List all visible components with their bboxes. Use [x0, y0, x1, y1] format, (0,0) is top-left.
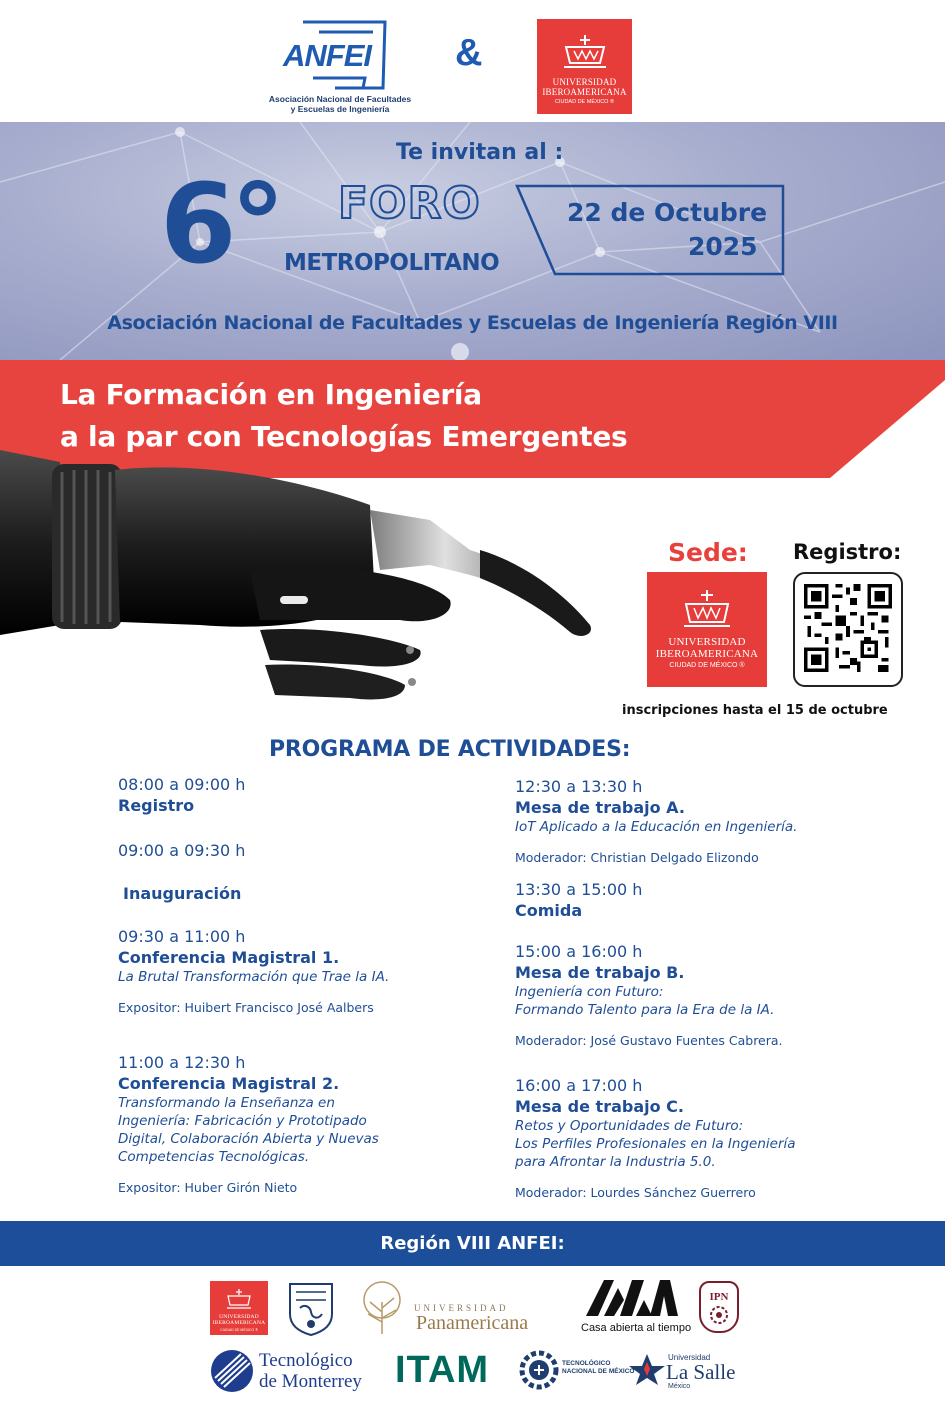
anfei-fullname	[255, 94, 425, 114]
item-title: Registro	[118, 796, 195, 815]
qr-code-icon	[804, 584, 892, 672]
registration-label: Registro:	[793, 540, 902, 564]
item-speaker: Expositor: Huber Girón Nieto	[118, 1180, 298, 1195]
tecnm-logo-text	[562, 1360, 634, 1376]
ibero-name-line1: UNIVERSIDAD	[219, 1314, 259, 1320]
foro-title: FORO	[338, 178, 481, 229]
item-subtitle: Competencias Tecnológicas.	[118, 1149, 310, 1165]
lasalle-star-icon	[628, 1352, 666, 1386]
panamericana-top: UNIVERSIDAD	[414, 1303, 509, 1313]
topic-line2: a la par con Tecnologías Emergentes	[60, 420, 628, 453]
association-name: Asociación Nacional de Facultades y Escuelas de Ingeniería Región VIII	[107, 312, 838, 334]
item-time: 09:30 a 11:00 h	[118, 927, 246, 946]
item-time: 08:00 a 09:00 h	[118, 775, 246, 794]
panamericana-name: Panamericana	[416, 1312, 529, 1334]
hero-banner	[0, 122, 945, 360]
ibero-crest-icon	[560, 33, 610, 73]
tecnm-line1: TECNOLÓGICO	[562, 1360, 611, 1367]
item-subtitle: IoT Aplicado a la Educación en Ingeniería.	[515, 819, 798, 835]
item-subtitle: para Afrontar la Industria 5.0.	[515, 1154, 716, 1170]
metropolitano-title: METROPOLITANO	[284, 250, 500, 276]
anfei-fullname-line2: y Escuelas de Ingeniería	[290, 104, 390, 114]
program-item	[515, 942, 783, 1049]
program-item	[515, 1076, 796, 1201]
item-title: Conferencia Magistral 2.	[118, 1074, 340, 1093]
tec-line1: Tecnológico	[259, 1350, 353, 1371]
lasalle-top: Universidad	[668, 1353, 711, 1362]
registration-deadline: inscripciones hasta el 15 de octubre	[622, 703, 888, 718]
program-item	[118, 1053, 379, 1196]
ipn-label: IPN	[709, 1291, 729, 1303]
event-date: 22 de Octubre	[567, 198, 768, 227]
item-subtitle: Formando Talento para la Era de la IA.	[515, 1002, 775, 1018]
event-year: 2025	[688, 232, 758, 261]
ibero-name-line2: IBEROAMERICANA	[655, 648, 759, 660]
lasalle-name: La Salle	[666, 1360, 736, 1384]
item-subtitle: Ingeniería: Fabricación y Prototipado	[118, 1113, 367, 1129]
anfei-wordmark: ANFEI	[283, 38, 371, 73]
item-title: Conferencia Magistral 1.	[118, 948, 340, 967]
region-label: Región VIII ANFEI:	[380, 1233, 565, 1254]
item-title: Mesa de trabajo A.	[515, 798, 685, 817]
item-subtitle: Los Perfiles Profesionales en la Ingeniería	[515, 1136, 796, 1152]
item-title: Mesa de trabajo B.	[515, 963, 685, 982]
item-time: 13:30 a 15:00 h	[515, 880, 643, 899]
item-time: 09:00 a 09:30 h	[118, 841, 246, 860]
item-subtitle: Digital, Colaboración Abierta y Nuevas	[118, 1131, 379, 1147]
unam-shield-icon	[286, 1280, 336, 1336]
item-subtitle: Ingeniería con Futuro:	[515, 984, 664, 1000]
program-item	[515, 777, 797, 866]
item-subtitle: Transformando la Enseñanza en	[118, 1095, 335, 1111]
topic-line1: La Formación en Ingeniería	[60, 378, 482, 411]
ibero-name-line2: IBEROAMERICANA	[542, 87, 627, 97]
program-title: PROGRAMA DE ACTIVIDADES:	[269, 737, 631, 762]
ipn-logo	[699, 1281, 739, 1333]
ampersand: &	[455, 32, 483, 74]
lasalle-country: México	[668, 1383, 691, 1390]
item-speaker: Expositor: Huibert Francisco José Aalbers	[118, 1000, 374, 1015]
item-time: 11:00 a 12:30 h	[118, 1053, 246, 1072]
item-moderator: Moderador: Lourdes Sánchez Guerrero	[515, 1185, 756, 1200]
item-title: Mesa de trabajo C.	[515, 1097, 684, 1116]
venue-ibero-logo	[647, 572, 767, 687]
uam-tagline: Casa abierta al tiempo	[581, 1322, 692, 1334]
tec-globe-icon	[210, 1349, 254, 1393]
item-time: 16:00 a 17:00 h	[515, 1076, 643, 1095]
item-title: Comida	[515, 901, 583, 920]
item-moderator: Moderador: José Gustavo Fuentes Cabrera.	[515, 1033, 783, 1048]
item-time: 15:00 a 16:00 h	[515, 942, 643, 961]
registration-qr-code[interactable]	[793, 572, 903, 687]
ibero-crest-icon	[679, 588, 735, 632]
footer-ibero-logo	[210, 1281, 268, 1335]
item-subtitle: Retos y Oportunidades de Futuro:	[515, 1118, 744, 1134]
invite-text: Te invitan al :	[396, 140, 564, 165]
robotic-hand-illustration	[0, 450, 620, 740]
ibero-name-line1: UNIVERSIDAD	[668, 636, 746, 648]
program-item	[118, 927, 389, 1016]
ibero-logo	[537, 19, 632, 114]
ibero-name-line1: UNIVERSIDAD	[552, 77, 617, 87]
ibero-city: CIUDAD DE MÉXICO ®	[220, 1328, 258, 1332]
tecnm-line2: NACIONAL DE MÉXICO	[562, 1368, 635, 1375]
item-subtitle: La Brutal Transformación que Trae la IA.	[118, 969, 390, 985]
tec-line2: de Monterrey	[259, 1371, 362, 1392]
tec-monterrey-logo	[259, 1350, 362, 1392]
ibero-city: CIUDAD DE MÉXICO ®	[669, 662, 745, 669]
tecnm-gear-icon	[518, 1349, 560, 1391]
venue-label: Sede:	[668, 538, 748, 567]
program-item	[123, 883, 241, 904]
ibero-crest-icon	[225, 1288, 253, 1310]
item-time: 12:30 a 13:30 h	[515, 777, 643, 796]
edition-number: 6°	[160, 160, 280, 288]
program-item	[118, 775, 245, 816]
program-item	[118, 841, 245, 861]
item-moderator: Moderador: Christian Delgado Elizondo	[515, 850, 759, 865]
ipn-gear-icon	[701, 1305, 737, 1325]
uam-logo-icon	[586, 1280, 678, 1318]
panamericana-tree-icon	[356, 1278, 408, 1336]
ibero-city: CIUDAD DE MÉXICO ®	[554, 99, 615, 105]
anfei-fullname-line1: Asociación Nacional de Facultades	[268, 94, 412, 104]
itam-logo: ITAM	[395, 1349, 490, 1391]
ibero-name-line2: IBEROAMERICANA	[212, 1320, 266, 1326]
item-title: Inauguración	[123, 884, 242, 903]
program-item	[515, 880, 642, 921]
anfei-logo	[255, 18, 425, 118]
